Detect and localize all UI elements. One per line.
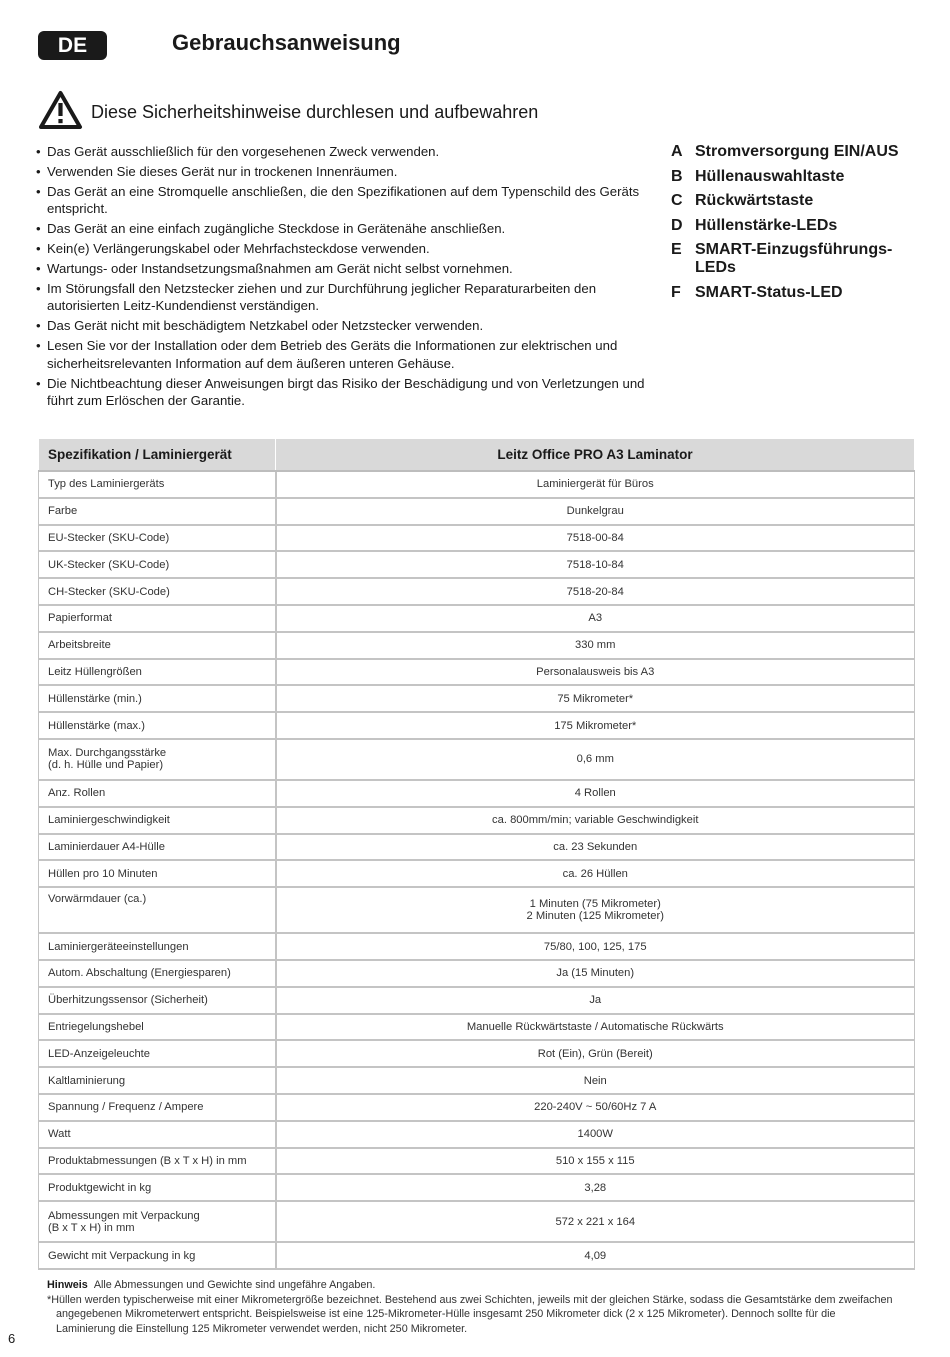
safety-item: • Lesen Sie vor der Installation oder dem Betrieb des Geräts die Informationen zur elektrischen und sicherheitsrelevanten Information auf dem äußeren unteren Gehäuse. — [36, 337, 656, 372]
safety-item: • Das Gerät ausschließlich für den vorgesehenen Zweck verwenden. — [36, 143, 656, 161]
spec-value: 330 mm — [276, 632, 915, 659]
legend-item — [671, 192, 921, 210]
spec-label: Autom. Abschaltung (Energiesparen) — [39, 960, 276, 987]
legend-item — [671, 217, 921, 235]
legend-label: SMART-Status-LED — [695, 283, 843, 301]
parts-legend — [671, 143, 921, 308]
legend-label: Rückwärtstaste — [695, 192, 814, 209]
safety-item: • Im Störungsfall den Netzstecker ziehen und zur Durchführung jeglicher Reparaturarbeiten den autorisierten Leitz-Kundendienst verständigen. — [36, 280, 656, 315]
spec-value: ca. 800mm/min; variable Geschwindigkeit — [276, 807, 915, 834]
table-row — [39, 1242, 915, 1269]
note-text: Alle Abmessungen und Gewichte sind ungefähre Angaben. — [93, 1279, 376, 1291]
spec-header-label: Spezifikation / Laminiergerät — [39, 439, 276, 472]
legend-item — [671, 241, 921, 277]
spec-label: CH-Stecker (SKU-Code) — [39, 578, 276, 605]
spec-value: ca. 26 Hüllen — [276, 860, 915, 887]
table-row — [39, 498, 915, 525]
spec-label: Kaltlaminierung — [39, 1067, 276, 1094]
table-row — [39, 471, 915, 498]
spec-value: 7518-20-84 — [276, 578, 915, 605]
page-number: 6 — [8, 1331, 16, 1346]
spec-label: Produktabmessungen (B x T x H) in mm — [39, 1148, 276, 1175]
spec-label: Arbeitsbreite — [39, 632, 276, 659]
page-title: Gebrauchsanweisung — [172, 30, 401, 55]
table-row — [39, 685, 915, 712]
legend-label: Hüllenauswahltaste — [695, 167, 845, 185]
legend-key: A — [671, 143, 683, 160]
table-row — [39, 525, 915, 552]
spec-label: Laminiergeräteeinstellungen — [39, 933, 276, 960]
safety-item: • Wartungs- oder Instandsetzungsmaßnahmen am Gerät nicht selbst vornehmen. — [36, 260, 656, 278]
table-row — [39, 1094, 915, 1121]
spec-label: Laminiergeschwindigkeit — [39, 807, 276, 834]
spec-value: 75 Mikrometer* — [276, 685, 915, 712]
spec-label: Hüllen pro 10 Minuten — [39, 860, 276, 887]
legend-label: SMART-Einzugsführungs-LEDs — [695, 241, 893, 276]
table-row — [39, 887, 915, 933]
spec-label: Farbe — [39, 498, 276, 525]
legend-key: D — [671, 216, 683, 234]
legend-key: F — [671, 283, 681, 301]
spec-value: Laminiergerät für Büros — [276, 471, 915, 498]
safety-item: • Das Gerät nicht mit beschädigtem Netzkabel oder Netzstecker verwenden. — [36, 317, 656, 335]
spec-label: Papierformat — [39, 605, 276, 632]
safety-heading: Diese Sicherheitshinweise durchlesen und aufbewahren — [91, 102, 539, 122]
spec-value: Manuelle Rückwärtstaste / Automatische Rückwärts — [276, 1014, 915, 1041]
spec-header-value: Leitz Office PRO A3 Laminator — [276, 439, 915, 472]
spec-label: EU-Stecker (SKU-Code) — [39, 525, 276, 552]
table-row — [39, 605, 915, 632]
spec-label: LED-Anzeigeleuchte — [39, 1040, 276, 1067]
table-row — [39, 1067, 915, 1094]
spec-value: Ja — [276, 987, 915, 1014]
table-row — [39, 632, 915, 659]
legend-item — [671, 143, 921, 161]
table-row — [39, 739, 915, 780]
legend-label: Hüllenstärke-LEDs — [695, 216, 838, 234]
legend-key: C — [671, 192, 683, 209]
spec-label: Max. Durchgangsstärke (d. h. Hülle und Papier) — [39, 739, 276, 780]
spec-value: 1400W — [276, 1121, 915, 1148]
spec-label: Spannung / Frequenz / Ampere — [39, 1094, 276, 1121]
spec-label: Anz. Rollen — [39, 780, 276, 807]
table-row — [39, 834, 915, 861]
table-row — [39, 712, 915, 739]
table-row — [39, 1040, 915, 1067]
safety-list — [36, 143, 656, 412]
table-row — [39, 1121, 915, 1148]
table-row — [39, 659, 915, 686]
footnote: *Hüllen werden typischerweise mit einer Mikrometergröße bezeichnet. Bestehend aus zwei Schichten, jeweils mit der gleichen Stärke, sodass die Gesamtstärke dem zweifachen angegebenen Mikrometerwert entspricht. Beispielsweise ist eine 125-Mikrometer-Hülle insgesamt 250 Mikrometer dick (2 x 125 Mikrometer). Dennoch sollte für die Laminierung die Einstellung 125 Mikrometer verwendet werden, nicht 250 Mikrometer. — [47, 1293, 893, 1335]
spec-value: 510 x 155 x 115 — [276, 1148, 915, 1175]
safety-item: • Das Gerät an eine einfach zugängliche Steckdose in Gerätenähe anschließen. — [36, 220, 656, 238]
spec-value: 175 Mikrometer* — [276, 712, 915, 739]
spec-value: Dunkelgrau — [276, 498, 915, 525]
spec-table — [38, 438, 915, 1270]
spec-value: 7518-00-84 — [276, 525, 915, 552]
spec-label: Laminierdauer A4-Hülle — [39, 834, 276, 861]
spec-value: A3 — [276, 605, 915, 632]
spec-label: Leitz Hüllengrößen — [39, 659, 276, 686]
spec-value: Ja (15 Minuten) — [276, 960, 915, 987]
spec-header-row — [39, 439, 915, 472]
safety-item: • Verwenden Sie dieses Gerät nur in trockenen Innenräumen. — [36, 163, 656, 181]
table-row — [39, 1148, 915, 1175]
spec-value: 3,28 — [276, 1174, 915, 1201]
table-row — [39, 578, 915, 605]
table-row — [39, 780, 915, 807]
spec-value: ca. 23 Sekunden — [276, 834, 915, 861]
spec-label: Gewicht mit Verpackung in kg — [39, 1242, 276, 1269]
spec-value: 75/80, 100, 125, 175 — [276, 933, 915, 960]
table-row — [39, 960, 915, 987]
note-label: Hinweis — [47, 1279, 88, 1291]
table-row — [39, 807, 915, 834]
language-badge: DE — [38, 31, 107, 60]
table-row — [39, 987, 915, 1014]
spec-value: 220-240V ~ 50/60Hz 7 A — [276, 1094, 915, 1121]
spec-value: Nein — [276, 1067, 915, 1094]
legend-key: B — [671, 167, 683, 185]
spec-label: Überhitzungssensor (Sicherheit) — [39, 987, 276, 1014]
spec-value: 572 x 221 x 164 — [276, 1201, 915, 1242]
spec-label: Hüllenstärke (max.) — [39, 712, 276, 739]
safety-item: • Kein(e) Verlängerungskabel oder Mehrfachsteckdose verwenden. — [36, 240, 656, 258]
spec-value: 0,6 mm — [276, 739, 915, 780]
table-row — [39, 1014, 915, 1041]
spec-label: Hüllenstärke (min.) — [39, 685, 276, 712]
warning-icon — [38, 90, 83, 130]
spec-value: 1 Minuten (75 Mikrometer) 2 Minuten (125 Mikrometer) — [276, 887, 915, 933]
note — [47, 1278, 897, 1336]
spec-label: Entriegelungshebel — [39, 1014, 276, 1041]
legend-item — [671, 284, 921, 302]
safety-item: • Die Nichtbeachtung dieser Anweisungen birgt das Risiko der Beschädigung und von Verletzungen und führt zum Erlöschen der Garantie. — [36, 375, 656, 410]
spec-label: Produktgewicht in kg — [39, 1174, 276, 1201]
spec-value: 7518-10-84 — [276, 551, 915, 578]
spec-value: Rot (Ein), Grün (Bereit) — [276, 1040, 915, 1067]
table-row — [39, 1174, 915, 1201]
table-row — [39, 1201, 915, 1242]
spec-label: Typ des Laminiergeräts — [39, 471, 276, 498]
spec-label: Abmessungen mit Verpackung (B x T x H) in mm — [39, 1201, 276, 1242]
spec-value: 4,09 — [276, 1242, 915, 1269]
safety-item: • Das Gerät an eine Stromquelle anschließen, die den Spezifikationen auf dem Typenschild des Geräts entspricht. — [36, 183, 656, 218]
table-row — [39, 933, 915, 960]
spec-label: UK-Stecker (SKU-Code) — [39, 551, 276, 578]
legend-item — [671, 168, 921, 186]
spec-label: Watt — [39, 1121, 276, 1148]
spec-label: Vorwärmdauer (ca.) — [39, 887, 276, 933]
spec-value: Personalausweis bis A3 — [276, 659, 915, 686]
legend-label: Stromversorgung EIN/AUS — [695, 143, 899, 160]
table-row — [39, 551, 915, 578]
spec-value: 4 Rollen — [276, 780, 915, 807]
table-row — [39, 860, 915, 887]
legend-key: E — [671, 241, 682, 258]
